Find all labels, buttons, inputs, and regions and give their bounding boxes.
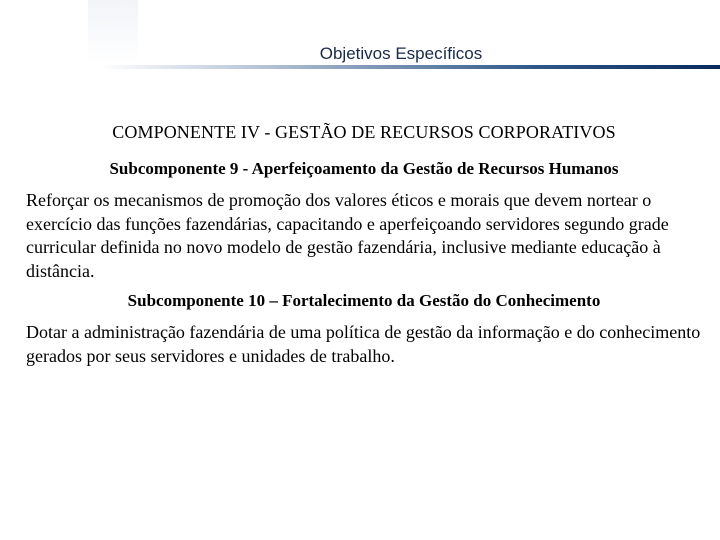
slide-content xyxy=(26,120,702,368)
title-underline xyxy=(100,65,720,69)
subcomponent-10-heading: Subcomponente 10 – Fortalecimento da Gestão do Conhecimento xyxy=(127,291,601,310)
subcomponent-10-text: Dotar a administração fazendária de uma política de gestão da informação e do conhecimento gerados por seus servidores e unidades de trabalho. xyxy=(26,322,701,366)
subcomponent-9-text: Reforçar os mecanismos de promoção dos valores éticos e morais que devem nortear o exercício das funções fazendárias, capacitando e aperfeiçoando servidores segundo grade curricular definida no novo modelo de gestão fazendária, inclusive mediante educação à distância. xyxy=(26,190,669,281)
subcomponent-9-heading: Subcomponente 9 - Aperfeiçoamento da Gestão de Recursos Humanos xyxy=(109,159,619,178)
slide-title: Objetivos Específicos xyxy=(319,44,483,63)
component-heading: COMPONENTE IV - GESTÃO DE RECURSOS CORPORATIVOS xyxy=(112,122,616,142)
